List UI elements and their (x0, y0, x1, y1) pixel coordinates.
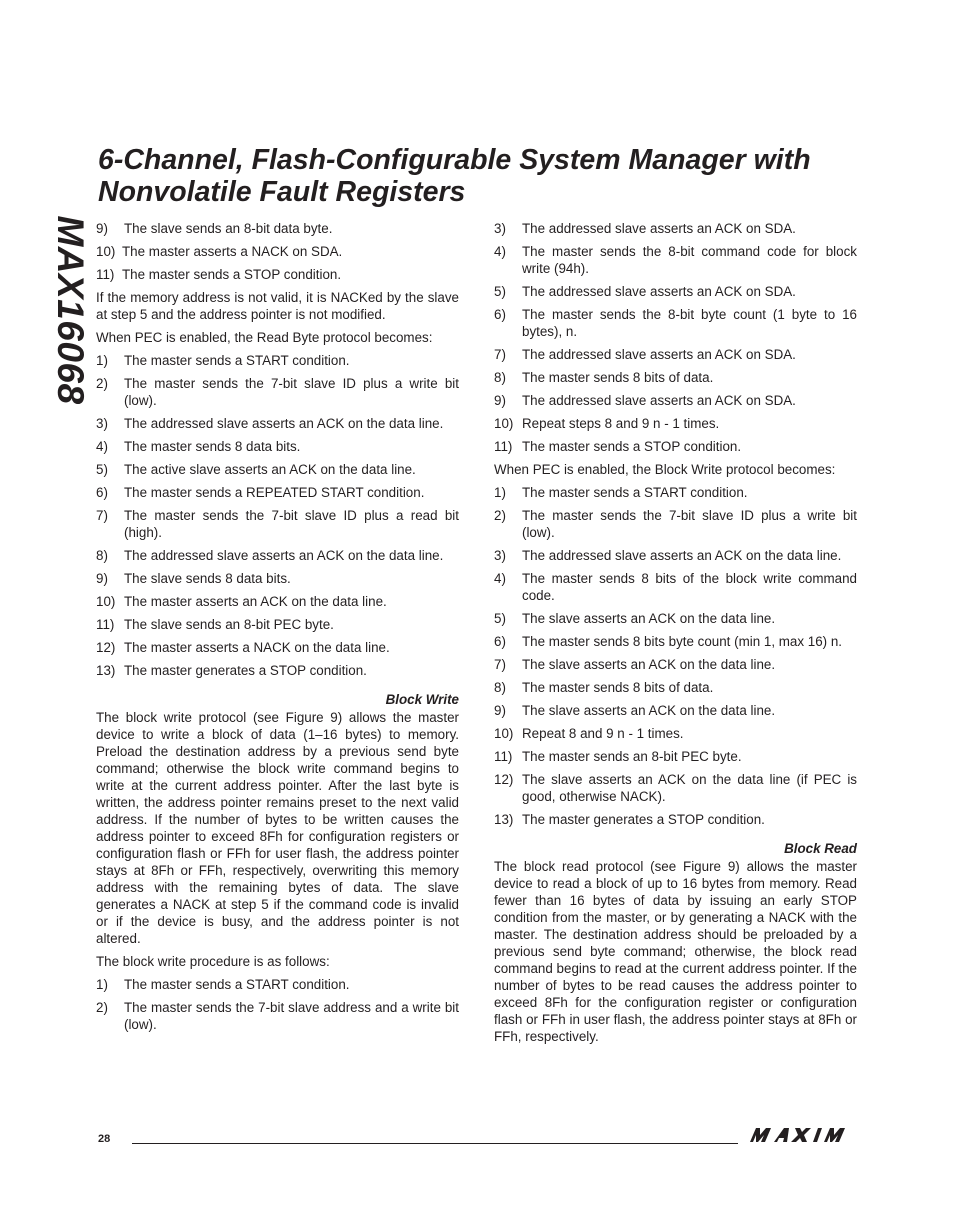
step-number: 8) (494, 370, 506, 385)
list-item (494, 656, 857, 673)
step-text: The master sends the 7-bit slave address and a write bit (low). (124, 1000, 459, 1032)
block-write-heading: Block Write (385, 692, 459, 707)
step-number: 10) (96, 594, 116, 609)
list-item (96, 976, 459, 993)
step-number: 8) (96, 548, 108, 563)
pre-steps-list (96, 220, 459, 283)
step-number: 3) (494, 548, 506, 563)
left-column (96, 220, 459, 1039)
step-text: Repeat steps 8 and 9 n - 1 times. (522, 416, 720, 431)
step-number: 12) (494, 772, 514, 787)
list-item (494, 771, 857, 805)
list-item (494, 438, 857, 455)
step-number: 12) (96, 640, 116, 655)
step-number: 6) (96, 485, 108, 500)
step-text: The master sends a REPEATED START condition. (124, 485, 425, 500)
step-text: The master sends the 7-bit slave ID plus a write bit (low). (124, 376, 459, 408)
list-item (96, 999, 459, 1033)
footer-divider (132, 1143, 738, 1144)
step-text: The addressed slave asserts an ACK on SDA. (522, 221, 796, 236)
list-item (494, 346, 857, 363)
list-item (96, 415, 459, 432)
step-number: 2) (96, 376, 108, 391)
list-item (96, 375, 459, 409)
step-text: The master generates a STOP condition. (124, 663, 367, 678)
step-text: The slave sends 8 data bits. (124, 571, 291, 586)
invalid-address-paragraph: If the memory address is not valid, it is NACKed by the slave at step 5 and the address pointer is not modified. (96, 290, 459, 322)
list-item (494, 306, 857, 340)
list-item (96, 484, 459, 501)
list-item (96, 243, 459, 260)
page-title: 6-Channel, Flash-Configurable System Manager with Nonvolatile Fault Registers (98, 144, 811, 208)
list-item (96, 570, 459, 587)
step-number: 11) (494, 749, 513, 764)
step-text: The active slave asserts an ACK on the data line. (124, 462, 416, 477)
step-number: 2) (96, 1000, 108, 1015)
step-number: 6) (494, 634, 506, 649)
step-number: 4) (494, 571, 506, 586)
list-item (494, 748, 857, 765)
block-write-paragraph: The block write protocol (see Figure 9) allows the master device to write a block of data (1–16 bytes) to memory. Preload the destination address by a previous send byte command; otherwise the block write command begins to write at the current address pointer. After the last byte is written, the address pointer remains preset to the next valid address. If the number of bytes to be written causes the address pointer to exceed 8Fh for configuration registers or configuration flash or FFh for user flash, the address pointer stays at 8Fh or FFh, respectively, overwriting this memory address with the remaining bytes of data. The slave generates a NACK at step 5 if the command code is invalid or if the device is busy, and the address pointer is not altered. (96, 710, 459, 946)
step-number: 7) (96, 508, 108, 523)
list-item (96, 438, 459, 455)
list-item (96, 220, 459, 237)
step-text: The slave asserts an ACK on the data line. (522, 703, 776, 718)
step-text: The master sends a START condition. (124, 353, 350, 368)
step-text: The master sends a STOP condition. (122, 267, 342, 282)
right-column (494, 220, 857, 1051)
step-number: 3) (494, 221, 506, 236)
list-item (494, 679, 857, 696)
list-item (96, 639, 459, 656)
list-item (96, 352, 459, 369)
list-item (494, 570, 857, 604)
step-number: 1) (494, 485, 506, 500)
step-number: 9) (96, 221, 108, 236)
list-item (494, 415, 857, 432)
list-item (96, 266, 459, 283)
list-item (494, 392, 857, 409)
block-write-procedure-intro: The block write procedure is as follows: (96, 954, 330, 969)
step-number: 9) (494, 703, 506, 718)
step-text: The master sends an 8-bit PEC byte. (522, 749, 742, 764)
step-text: The master asserts a NACK on the data line. (124, 640, 390, 655)
step-text: The slave asserts an ACK on the data line (if PEC is good, otherwise NACK). (522, 772, 857, 804)
step-text: The master asserts an ACK on the data line. (124, 594, 387, 609)
list-item (494, 702, 857, 719)
list-item (494, 547, 857, 564)
list-item (96, 662, 459, 679)
pec-read-byte-steps (96, 352, 459, 679)
step-text: The slave sends an 8-bit PEC byte. (124, 617, 334, 632)
step-text: The master sends 8 bits of the block write command code. (522, 571, 857, 603)
list-item (96, 507, 459, 541)
list-item (494, 220, 857, 237)
step-text: Repeat 8 and 9 n - 1 times. (522, 726, 684, 741)
pec-read-byte-intro: When PEC is enabled, the Read Byte protocol becomes: (96, 330, 433, 345)
step-text: The master sends a STOP condition. (522, 439, 742, 454)
step-number: 11) (96, 267, 115, 282)
step-text: The addressed slave asserts an ACK on the data line. (124, 416, 444, 431)
list-item (494, 725, 857, 742)
list-item (494, 283, 857, 300)
step-text: The addressed slave asserts an ACK on SDA. (522, 284, 796, 299)
list-item (96, 547, 459, 564)
step-text: The master generates a STOP condition. (522, 812, 765, 827)
block-write-steps (96, 976, 459, 1033)
step-number: 7) (494, 657, 506, 672)
step-text: The slave asserts an ACK on the data line. (522, 611, 776, 626)
step-number: 10) (494, 726, 514, 741)
step-text: The addressed slave asserts an ACK on the data line. (522, 548, 842, 563)
list-item (96, 461, 459, 478)
step-text: The addressed slave asserts an ACK on SDA. (522, 347, 796, 362)
step-text: The addressed slave asserts an ACK on SDA. (522, 393, 796, 408)
step-number: 7) (494, 347, 506, 362)
page-number: 28 (98, 1133, 111, 1145)
step-number: 13) (96, 663, 116, 678)
step-text: The master sends the 7-bit slave ID plus a write bit (low). (522, 508, 857, 540)
step-number: 6) (494, 307, 506, 322)
list-item (494, 507, 857, 541)
step-text: The slave asserts an ACK on the data line. (522, 657, 776, 672)
step-number: 9) (494, 393, 506, 408)
step-number: 1) (96, 353, 108, 368)
step-text: The master sends the 8-bit command code for block write (94h). (522, 244, 857, 276)
step-number: 1) (96, 977, 108, 992)
step-text: The master sends the 8-bit byte count (1 byte to 16 bytes), n. (522, 307, 857, 339)
side-part-number (48, 215, 92, 405)
block-read-paragraph: The block read protocol (see Figure 9) allows the master device to read a block of up to 16 bytes from memory. Read fewer than 16 bytes of data by issuing an early STOP condition from the master, or by generating a NACK with the master. The destination address should be preloaded by a previous send byte command; otherwise, the block read command begins to read at the current address pointer. If the number of bytes to be read causes the address pointer to exceed 8Fh for the configuration register or configuration flash or FFh in user flash, the address pointer stays at 8Fh or FFh, respectively. (494, 859, 857, 1044)
block-write-steps-continued (494, 220, 857, 455)
step-number: 5) (494, 611, 506, 626)
list-item (494, 633, 857, 650)
step-text: The master sends a START condition. (124, 977, 350, 992)
step-text: The slave sends an 8-bit data byte. (124, 221, 333, 236)
step-text: The master sends 8 data bits. (124, 439, 301, 454)
step-number: 5) (494, 284, 506, 299)
step-text: The master sends a START condition. (522, 485, 748, 500)
step-number: 10) (96, 244, 116, 259)
step-text: The master sends 8 bits of data. (522, 680, 714, 695)
step-text: The addressed slave asserts an ACK on the data line. (124, 548, 444, 563)
side-part-number-text: MAX16068 (50, 215, 91, 405)
pec-block-write-steps (494, 484, 857, 828)
step-number: 9) (96, 571, 108, 586)
step-number: 13) (494, 812, 514, 827)
list-item (494, 369, 857, 386)
step-number: 11) (494, 439, 513, 454)
list-item (96, 616, 459, 633)
list-item (494, 610, 857, 627)
pec-block-write-intro: When PEC is enabled, the Block Write protocol becomes: (494, 462, 836, 477)
step-number: 10) (494, 416, 514, 431)
maxim-logo (746, 1126, 856, 1144)
list-item (96, 593, 459, 610)
step-text: The master asserts a NACK on SDA. (122, 244, 343, 259)
step-number: 4) (96, 439, 108, 454)
step-number: 11) (96, 617, 115, 632)
step-number: 4) (494, 244, 506, 259)
step-text: The master sends 8 bits byte count (min 1, max 16) n. (522, 634, 843, 649)
step-number: 8) (494, 680, 506, 695)
list-item (494, 811, 857, 828)
list-item (494, 243, 857, 277)
block-read-heading: Block Read (784, 841, 857, 856)
step-number: 3) (96, 416, 108, 431)
step-text: The master sends the 7-bit slave ID plus a read bit (high). (124, 508, 459, 540)
list-item (494, 484, 857, 501)
step-text: The master sends 8 bits of data. (522, 370, 714, 385)
step-number: 5) (96, 462, 108, 477)
step-number: 2) (494, 508, 506, 523)
